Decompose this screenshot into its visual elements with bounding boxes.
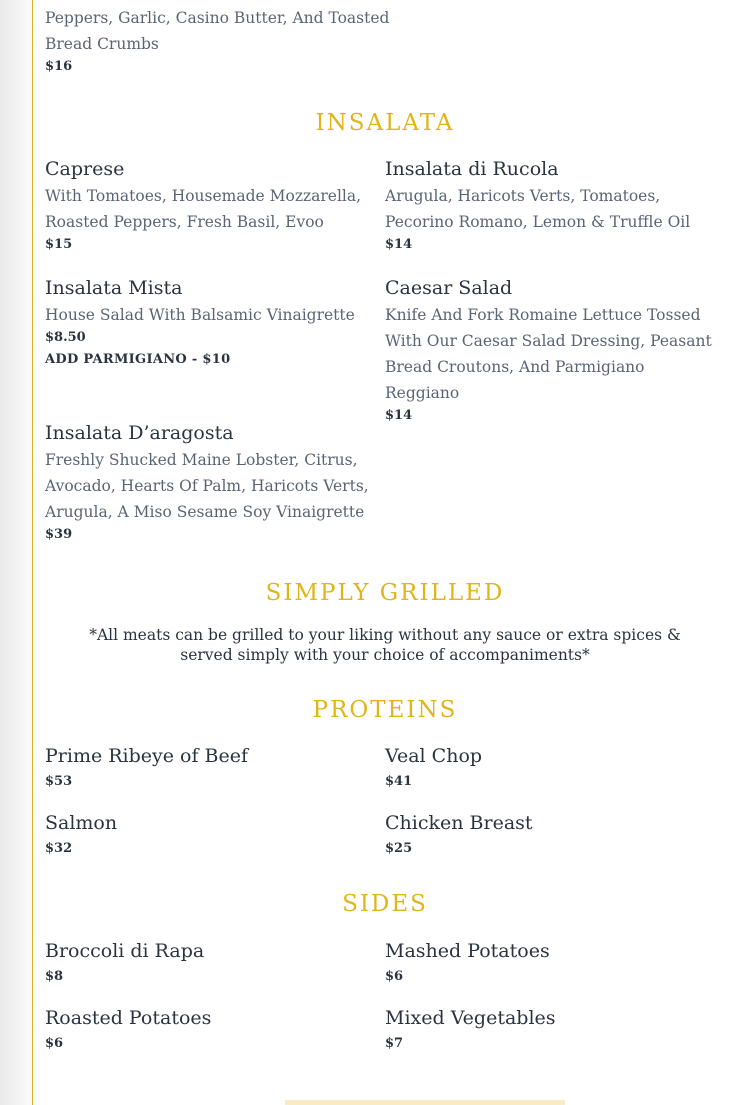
page-left-rule: [32, 0, 33, 1105]
menu-item: [385, 1006, 715, 1053]
section-heading-simply-grilled: SIMPLY GRILLED: [265, 580, 505, 606]
menu-item: [45, 276, 375, 369]
item-price: $7: [385, 1036, 404, 1051]
menu-item: [385, 939, 715, 986]
item-price: $14: [385, 237, 413, 252]
menu-item: [45, 939, 375, 986]
section-heading-insalata: INSALATA: [315, 110, 455, 136]
item-price: $14: [385, 408, 413, 423]
item-description: [45, 5, 405, 57]
item-name: Mashed Potatoes: [385, 940, 550, 962]
item-price: $15: [45, 237, 73, 252]
menu-item: [385, 811, 715, 858]
item-price: $39: [45, 527, 73, 542]
item-price: $6: [385, 969, 404, 984]
menu-item: [385, 157, 715, 254]
menu-item: [45, 1006, 375, 1053]
item-name: Insalata di Rucola: [385, 158, 559, 180]
cutoff-next-heading: [285, 1100, 565, 1105]
item-price: $25: [385, 841, 413, 856]
item-name: Mixed Vegetables: [385, 1007, 556, 1029]
item-name: Prime Ribeye of Beef: [45, 745, 249, 767]
item-name: Roasted Potatoes: [45, 1007, 212, 1029]
item-name: Caesar Salad: [385, 277, 513, 299]
menu-item: [45, 811, 375, 858]
item-name: Caprese: [45, 158, 125, 180]
item-description: Arugula, Haricots Verts, Tomatoes, Pecorino Romano, Lemon & Truffle Oil: [385, 187, 691, 231]
item-description: With Tomatoes, Housemade Mozzarella, Roasted Peppers, Fresh Basil, Evoo: [45, 187, 362, 231]
item-name: Chicken Breast: [385, 812, 533, 834]
section-note: [45, 625, 725, 665]
item-name: Salmon: [45, 812, 118, 834]
item-price: $53: [45, 774, 73, 789]
section-heading-sides: SIDES: [342, 891, 428, 917]
menu-item: [45, 744, 375, 791]
item-price: $8.50: [45, 330, 86, 345]
item-description: Knife And Fork Romaine Lettuce Tossed With Our Caesar Salad Dressing, Peasant Bread Croutons, And Parmigiano Reggiano: [385, 306, 712, 402]
item-name: Insalata Mista: [45, 277, 183, 299]
item-price: $32: [45, 841, 73, 856]
page-left-shadow: [0, 0, 32, 1105]
item-price: $41: [385, 774, 413, 789]
menu-item: [45, 157, 375, 254]
item-price: $8: [45, 969, 64, 984]
item-addon: ADD PARMIGIANO - $10: [45, 352, 231, 367]
item-description: House Salad With Balsamic Vinaigrette: [45, 306, 355, 324]
item-name: Insalata D’aragosta: [45, 422, 234, 444]
section-heading-proteins: PROTEINS: [312, 697, 458, 723]
menu-item: [385, 744, 715, 791]
menu-item: [385, 276, 715, 425]
item-description: Freshly Shucked Maine Lobster, Citrus, Avocado, Hearts Of Palm, Haricots Verts, Arugula, A Miso Sesame Soy Vinaigrette: [45, 451, 369, 521]
section-note-line: *All meats can be grilled to your liking without any sauce or extra spices &: [89, 626, 681, 644]
item-price: $16: [45, 59, 73, 74]
section-note-line: served simply with your choice of accompaniments*: [180, 646, 590, 664]
item-description-line: Peppers, Garlic, Casino Butter, And Toasted: [45, 9, 390, 27]
item-description-line: Bread Crumbs: [45, 35, 159, 53]
menu-item-cutoff: [45, 5, 405, 76]
item-name: Broccoli di Rapa: [45, 940, 205, 962]
menu-item: [45, 421, 375, 544]
item-price: $6: [45, 1036, 64, 1051]
item-name: Veal Chop: [385, 745, 483, 767]
